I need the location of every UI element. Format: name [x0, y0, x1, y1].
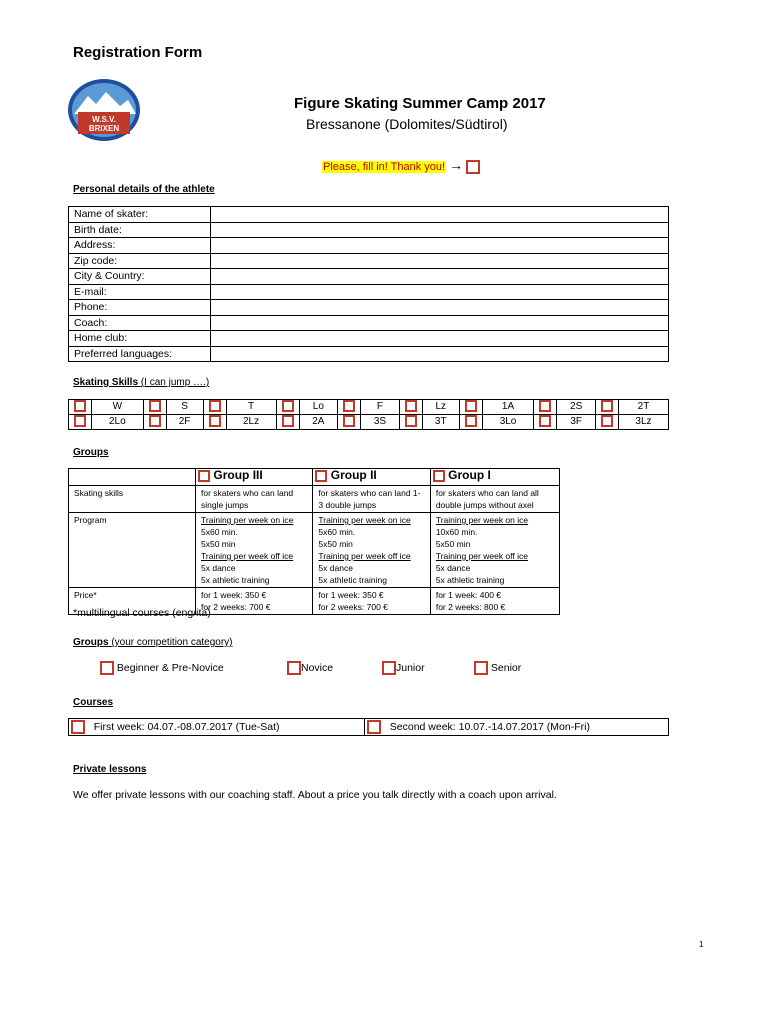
- skill-checkbox-cell[interactable]: [459, 400, 482, 415]
- skill-checkbox[interactable]: [601, 415, 613, 427]
- detail-input[interactable]: [211, 284, 669, 300]
- skill-checkbox-cell[interactable]: [143, 415, 166, 430]
- detail-label: Coach:: [69, 315, 211, 331]
- junior-checkbox[interactable]: [382, 661, 396, 675]
- skill-label: 2S: [557, 400, 596, 415]
- novice-checkbox[interactable]: [287, 661, 301, 675]
- skill-checkbox[interactable]: [343, 400, 355, 412]
- skill-checkbox-cell[interactable]: [595, 415, 618, 430]
- private-lessons-heading: Private lessons: [73, 764, 147, 775]
- skill-checkbox[interactable]: [149, 415, 161, 427]
- skills-row: [69, 400, 669, 415]
- detail-label: Zip code:: [69, 253, 211, 269]
- skill-checkbox-cell[interactable]: [595, 400, 618, 415]
- detail-row: [69, 253, 669, 269]
- skill-checkbox[interactable]: [539, 415, 551, 427]
- row-label-program: Program: [69, 513, 196, 588]
- skating-group-2: for skaters who can land 1-3 double jumps: [313, 486, 430, 513]
- price-line: for 1 week: 350 €: [201, 590, 267, 600]
- skill-label: 2F: [166, 415, 203, 430]
- beginner-label: Beginner & Pre-Novice: [116, 661, 224, 674]
- program-line: Training per week off ice: [201, 551, 294, 561]
- detail-row: [69, 346, 669, 362]
- week-2-checkbox[interactable]: [367, 720, 381, 734]
- senior-label: Senior: [490, 661, 522, 674]
- junior-label: Junior: [396, 661, 425, 674]
- skill-checkbox[interactable]: [465, 415, 477, 427]
- group-3-checkbox[interactable]: [198, 470, 210, 482]
- skating-group-1: for skaters who can land all double jumps without axel: [430, 486, 559, 513]
- skill-checkbox-cell[interactable]: [338, 415, 361, 430]
- detail-input[interactable]: [211, 238, 669, 254]
- skills-heading: [73, 377, 209, 388]
- skill-label: F: [361, 400, 400, 415]
- category-option-senior[interactable]: [474, 661, 521, 675]
- detail-label: Phone:: [69, 300, 211, 316]
- price-group-3: [196, 588, 313, 615]
- skill-label: 3S: [361, 415, 400, 430]
- program-line: Training per week off ice: [435, 551, 528, 561]
- program-line: 5x50 min: [318, 539, 353, 549]
- fill-in-text: Please, fill in! Thank you!: [323, 161, 446, 173]
- detail-input[interactable]: [211, 207, 669, 223]
- skill-label: 2Lo: [92, 415, 144, 430]
- skill-label: 2Lz: [226, 415, 276, 430]
- program-line: Training per week on ice: [201, 515, 294, 525]
- detail-input[interactable]: [211, 346, 669, 362]
- program-line: 5x60 min.: [318, 527, 356, 537]
- skill-label: 3Lz: [618, 415, 668, 430]
- program-line: 10x60 min.: [435, 527, 478, 537]
- club-logo: [66, 78, 142, 142]
- group-3-header: [196, 469, 313, 486]
- group-2-header: [313, 469, 430, 486]
- detail-label: Name of skater:: [69, 207, 211, 223]
- skill-checkbox-cell[interactable]: [534, 415, 557, 430]
- detail-label: City & Country:: [69, 269, 211, 285]
- week-1-checkbox[interactable]: [71, 720, 85, 734]
- skill-checkbox[interactable]: [149, 400, 161, 412]
- detail-row: [69, 238, 669, 254]
- skill-checkbox[interactable]: [74, 415, 86, 427]
- detail-row: [69, 284, 669, 300]
- senior-checkbox[interactable]: [474, 661, 488, 675]
- program-line: 5x dance: [435, 563, 471, 573]
- program-line: 5x athletic training: [435, 575, 505, 585]
- skill-checkbox-cell[interactable]: [399, 400, 422, 415]
- skating-group-3: for skaters who can land single jumps: [196, 486, 313, 513]
- page-number: 1: [699, 940, 704, 949]
- skill-checkbox-cell[interactable]: [203, 400, 226, 415]
- detail-label: Address:: [69, 238, 211, 254]
- detail-row: [69, 222, 669, 238]
- confirm-checkbox[interactable]: [466, 160, 480, 174]
- svg-text:W.S.V.: W.S.V.: [92, 115, 116, 124]
- skill-label: 1A: [482, 400, 534, 415]
- skill-label: 3T: [422, 415, 459, 430]
- detail-input[interactable]: [211, 315, 669, 331]
- detail-row: [69, 300, 669, 316]
- skill-checkbox-cell[interactable]: [338, 400, 361, 415]
- group-1-checkbox[interactable]: [433, 470, 445, 482]
- program-group-2: [313, 513, 430, 588]
- week-2-label: Second week: 10.07.-14.07.2017 (Mon-Fri): [389, 721, 590, 733]
- skill-checkbox[interactable]: [465, 400, 477, 412]
- private-lessons-text: We offer private lessons with our coaching staff. About a price you talk directly with a coach upon arrival.: [73, 789, 557, 801]
- category-option-junior[interactable]: [382, 661, 425, 675]
- skill-label: T: [226, 400, 276, 415]
- skill-checkbox[interactable]: [209, 415, 221, 427]
- category-heading: [73, 637, 233, 648]
- skill-checkbox-cell[interactable]: [459, 415, 482, 430]
- group-1-header: [430, 469, 559, 486]
- skills-heading-label: Skating Skills: [73, 377, 139, 388]
- program-line: Training per week off ice: [318, 551, 411, 561]
- group-1-label: Group I: [448, 468, 491, 482]
- skill-checkbox-cell[interactable]: [534, 400, 557, 415]
- groups-table: [68, 468, 560, 615]
- multilingual-note: *multilingual courses (eng/ita): [73, 607, 211, 619]
- price-line: for 2 weeks: 700 €: [318, 602, 388, 612]
- groups-heading: Groups: [73, 447, 109, 458]
- arrow-right-icon: →: [449, 157, 464, 173]
- groups-corner: [69, 469, 196, 486]
- page-title: Registration Form: [73, 44, 203, 61]
- program-line: 5x50 min: [201, 539, 236, 549]
- skill-checkbox-cell[interactable]: [69, 400, 92, 415]
- program-line: 5x dance: [201, 563, 236, 573]
- skill-checkbox-cell[interactable]: [276, 415, 299, 430]
- detail-input[interactable]: [211, 253, 669, 269]
- price-group-1: [430, 588, 559, 615]
- price-group-2: [313, 588, 430, 615]
- beginner-checkbox[interactable]: [100, 661, 114, 675]
- skill-label: Lo: [299, 400, 338, 415]
- row-label-price: Price*: [69, 588, 196, 615]
- detail-input[interactable]: [211, 269, 669, 285]
- courses-heading: Courses: [73, 697, 114, 708]
- detail-input[interactable]: [211, 222, 669, 238]
- detail-label: Preferred languages:: [69, 346, 211, 362]
- skating-skills-table: [68, 399, 669, 430]
- skill-checkbox-cell[interactable]: [69, 415, 92, 430]
- price-line: for 1 week: 400 €: [435, 590, 502, 600]
- skill-label: 3F: [557, 415, 596, 430]
- course-week-1[interactable]: [69, 719, 365, 736]
- fill-in-note: [322, 157, 480, 174]
- skill-checkbox[interactable]: [282, 400, 294, 412]
- skill-checkbox[interactable]: [209, 400, 221, 412]
- skill-label: 3Lo: [482, 415, 534, 430]
- program-group-3: [196, 513, 313, 588]
- category-heading-label: Groups: [73, 637, 109, 648]
- row-label-skating: Skating skills: [69, 486, 196, 513]
- detail-label: E-mail:: [69, 284, 211, 300]
- detail-label: Birth date:: [69, 222, 211, 238]
- detail-row: [69, 315, 669, 331]
- detail-label: Home club:: [69, 331, 211, 347]
- skills-row: [69, 415, 669, 430]
- skill-checkbox[interactable]: [343, 415, 355, 427]
- detail-row: [69, 269, 669, 285]
- skill-checkbox-cell[interactable]: [399, 415, 422, 430]
- skill-label: Lz: [422, 400, 459, 415]
- detail-input[interactable]: [211, 331, 669, 347]
- program-line: 5x dance: [318, 563, 353, 573]
- skill-checkbox[interactable]: [74, 400, 86, 412]
- price-line: for 2 weeks: 800 €: [435, 602, 506, 612]
- program-line: Training per week on ice: [435, 515, 529, 525]
- personal-heading: Personal details of the athlete: [73, 184, 215, 195]
- skill-checkbox-cell[interactable]: [143, 400, 166, 415]
- novice-label: Novice: [301, 661, 334, 674]
- skill-label: 2T: [618, 400, 668, 415]
- program-line: 5x60 min.: [201, 527, 238, 537]
- skill-checkbox-cell[interactable]: [203, 415, 226, 430]
- skill-checkbox[interactable]: [405, 415, 417, 427]
- svg-text:BRIXEN: BRIXEN: [88, 124, 120, 133]
- detail-input[interactable]: [211, 300, 669, 316]
- personal-details-table: [68, 206, 669, 362]
- skill-label: 2A: [299, 415, 338, 430]
- skill-checkbox[interactable]: [282, 415, 294, 427]
- camp-title: Figure Skating Summer Camp 2017: [294, 95, 546, 112]
- courses-table: [68, 718, 669, 736]
- detail-row: [69, 207, 669, 223]
- program-line: Training per week on ice: [318, 515, 411, 525]
- detail-row: [69, 331, 669, 347]
- skill-checkbox[interactable]: [601, 400, 613, 412]
- price-line: for 2 weeks: 700 €: [201, 602, 271, 612]
- program-group-1: [430, 513, 559, 588]
- program-line: 5x50 min: [435, 539, 471, 549]
- category-option-beginner[interactable]: [100, 661, 224, 675]
- course-week-2[interactable]: [365, 719, 669, 736]
- camp-subtitle: Bressanone (Dolomites/Südtirol): [306, 116, 508, 132]
- group-2-label: Group II: [330, 468, 377, 482]
- program-line: 5x athletic training: [201, 575, 270, 585]
- price-line: for 1 week: 350 €: [318, 590, 384, 600]
- group-2-checkbox[interactable]: [315, 470, 327, 482]
- skill-checkbox[interactable]: [405, 400, 417, 412]
- skill-label: W: [92, 400, 144, 415]
- skill-label: S: [166, 400, 203, 415]
- skill-checkbox-cell[interactable]: [276, 400, 299, 415]
- program-line: 5x athletic training: [318, 575, 387, 585]
- skills-heading-note: (I can jump ….): [140, 377, 210, 388]
- category-option-novice[interactable]: [287, 661, 333, 675]
- week-1-label: First week: 04.07.-08.07.2017 (Tue-Sat): [93, 721, 280, 733]
- category-heading-note: (your competition category): [111, 637, 233, 648]
- group-3-label: Group III: [213, 468, 263, 482]
- skill-checkbox[interactable]: [539, 400, 551, 412]
